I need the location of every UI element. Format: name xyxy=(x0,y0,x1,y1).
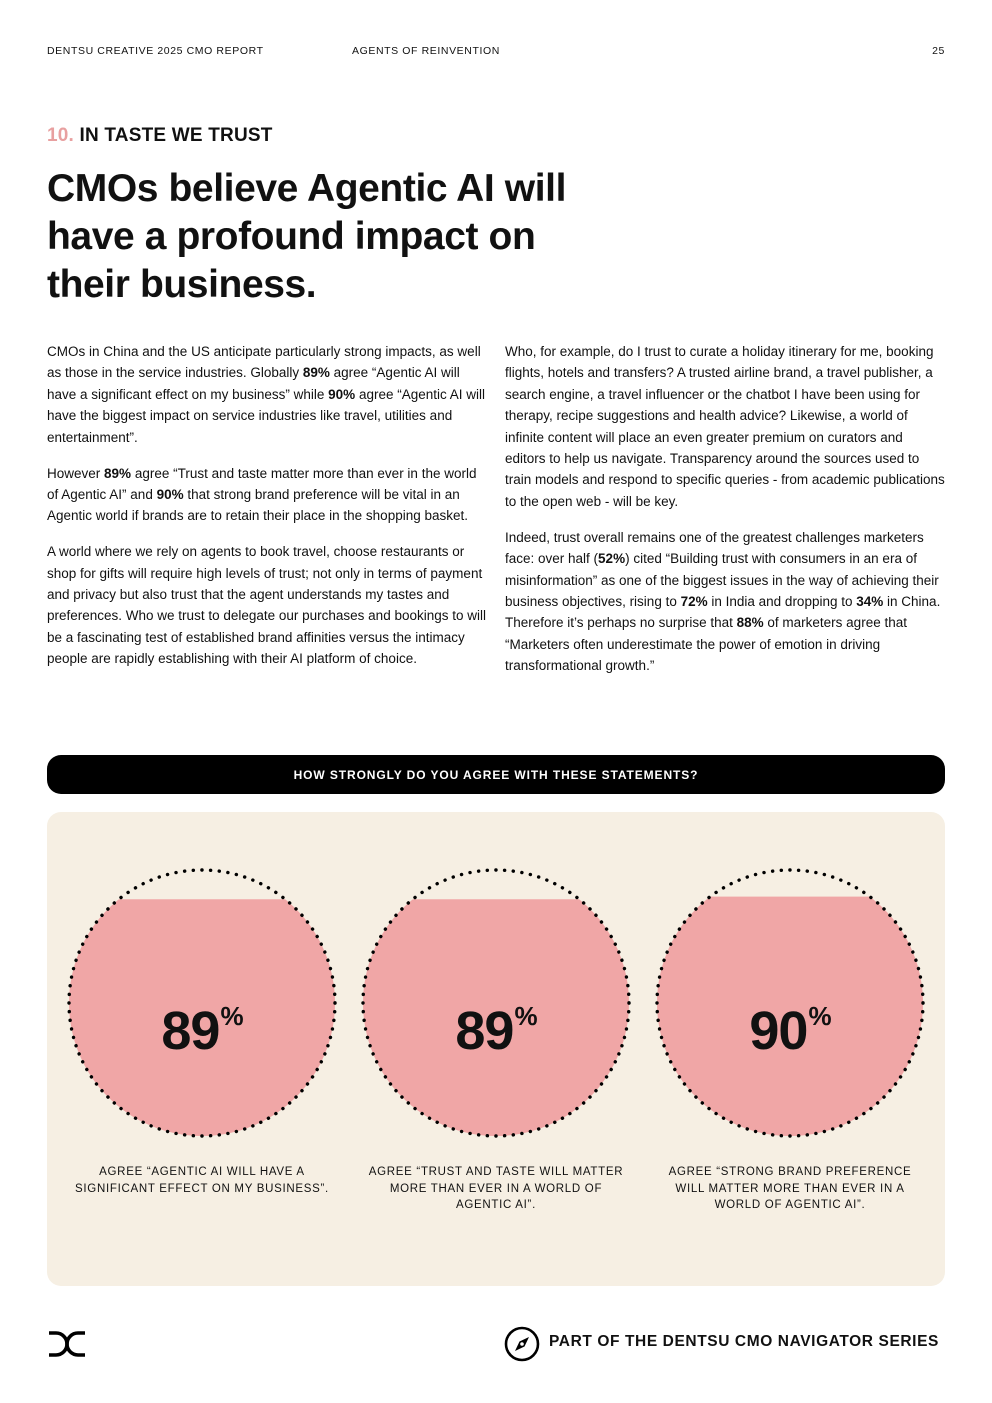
stat-caption: AGREE “AGENTIC AI WILL HAVE A SIGNIFICANT EFFECT ON MY BUSINESS”. xyxy=(75,1166,329,1195)
page-title: CMOs believe Agentic AI will have a profound impact on their business. xyxy=(47,167,567,306)
paragraph: A world where we rely on agents to book travel, choose restaurants or shop for gifts will require high levels of trust; not only in terms of payment and privacy but also trust that the agent understands my tastes and preferences. Who we trust to delegate our purchases and bookings to will be a fascinating test of established brand affinities versus the intimacy people are rapidly establishing with their AI platform of choice. xyxy=(47,544,486,667)
stat-circle xyxy=(67,868,337,1138)
chapter-number: 10. xyxy=(47,125,75,146)
paragraph: CMOs in China and the US anticipate particularly strong impacts, as well as those in the service industries. Globally 89% agree “Agentic AI will have a significant effect on my business” while 90% agree “Agentic AI will have the biggest impact on service industries like travel, utilities and entertainment”. xyxy=(47,344,485,445)
chapter-label: IN TASTE WE TRUST xyxy=(79,125,273,146)
paragraph: Indeed, trust overall remains one of the greatest challenges marketers face: over half (52%) cited “Building trust with consumers in an era of misinformation” as one of the biggest issues in the way of achieving their business objectives, rising to 72% in India and dropping to 34% in China. Therefore it’s perhaps no surprise that 88% of marketers agree that “Marketers often underestimate the power of emotion in driving transformational growth.” xyxy=(505,529,941,674)
chapter-heading xyxy=(47,125,273,147)
stat-circle xyxy=(655,868,925,1138)
left-text-column xyxy=(47,341,487,684)
stat-circle xyxy=(361,868,631,1138)
right-text-column xyxy=(505,341,945,691)
stat-caption: AGREE “TRUST AND TASTE WILL MATTER MORE THAN EVER IN A WORLD OF AGENTIC AI”. xyxy=(368,1166,624,1211)
paragraph: Who, for example, do I trust to curate a holiday itinerary for me, booking flights, hotels and transfers? A trusted airline brand, a travel publisher, a search engine, a travel influencer or the chatbot I have been using for therapy, recipe suggestions and health advice? Likewise, a world of infinite content will place an even greater premium on curators and editors to help us navigate. Transparency around the sources used to train models and respond to specific queries - from academic publications to the open web - will be key. xyxy=(505,344,945,509)
compass-icon xyxy=(504,1326,540,1362)
dentsu-logo-icon xyxy=(47,1331,87,1357)
series-label: PART OF THE DENTSU CMO NAVIGATOR SERIES xyxy=(549,1333,939,1350)
stat-value: 90% xyxy=(749,1001,831,1061)
paragraph: However 89% agree “Trust and taste matter more than ever in the world of Agentic AI” and 90% that strong brand preference will be vital in an Agentic world if brands are to retain their place in the shopping basket. xyxy=(47,465,477,524)
page-number: 25 xyxy=(932,45,945,57)
report-name: DENTSU CREATIVE 2025 CMO REPORT xyxy=(47,45,264,57)
stats-panel xyxy=(47,812,945,1286)
survey-question-banner: HOW STRONGLY DO YOU AGREE WITH THESE STATEMENTS? xyxy=(47,755,945,794)
stat-value: 89% xyxy=(161,1001,243,1061)
section-name: AGENTS OF REINVENTION xyxy=(352,45,500,57)
stat-caption: AGREE “STRONG BRAND PREFERENCE WILL MATTER MORE THAN EVER IN A WORLD OF AGENTIC AI”. xyxy=(668,1166,912,1211)
stat-value: 89% xyxy=(455,1001,537,1061)
